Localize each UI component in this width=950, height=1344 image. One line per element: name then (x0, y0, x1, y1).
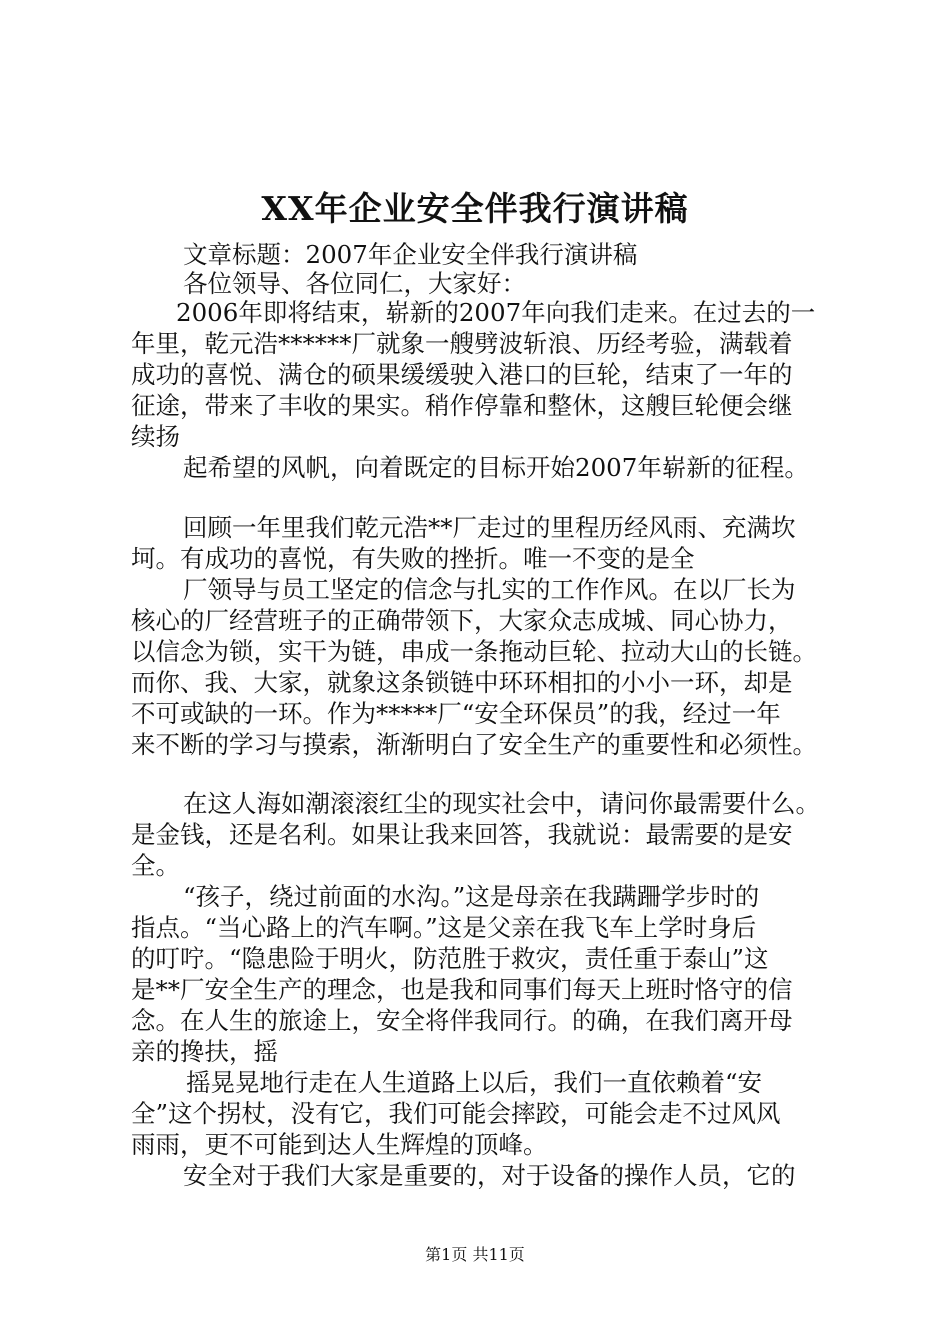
body-line: 续扬 (131, 422, 180, 451)
body-line: 在这人海如潮滚滚红尘的现实社会中，请问你最需要什么。 (183, 789, 820, 818)
body-line: 来不断的学习与摸索，渐渐明白了安全生产的重要性和必须性。 (131, 730, 817, 759)
body-line: 全”这个拐杖，没有它，我们可能会摔跤，可能会走不过风风 (131, 1099, 781, 1128)
body-line: 以信念为锁，实干为链，串成一条拖动巨轮、拉动大山的长链。 (131, 637, 817, 666)
body-line: 念。在人生的旅途上，安全将伴我同行。的确，在我们离开母 (131, 1006, 793, 1035)
body-line: 亲的搀扶，摇 (131, 1037, 278, 1066)
body-line: 摇晃晃地行走在人生道路上以后，我们一直依赖着“安 (186, 1068, 763, 1097)
body-line: 全。 (131, 851, 180, 880)
body-line: 是金钱，还是名利。如果让我来回答，我就说：最需要的是安 (131, 820, 793, 849)
document-title: XX年企业安全伴我行演讲稿 (261, 189, 689, 228)
body-line: 起希望的风帆，向着既定的目标开始2007年崭新的征程。 (183, 453, 809, 482)
body-line: 雨雨，更不可能到达人生辉煌的顶峰。 (131, 1130, 548, 1159)
body-line: 年里，乾元浩******厂就象一艘劈波斩浪、历经考验，满载着 (131, 329, 793, 358)
body-line: 成功的喜悦、满仓的硕果缓缓驶入港口的巨轮，结束了一年的 (131, 360, 793, 389)
body-line: 而你、我、大家，就象这条锁链中环环相扣的小小一环，却是 (131, 668, 793, 697)
body-line: 坷。有成功的喜悦，有失败的挫折。唯一不变的是全 (131, 544, 695, 573)
body-line: 是**厂安全生产的理念，也是我和同事们每天上班时恪守的信 (131, 975, 793, 1004)
body-line: 各位领导、各位同仁，大家好： (183, 269, 526, 298)
body-line: “孩子，绕过前面的水沟。”这是母亲在我蹒跚学步时的 (183, 882, 760, 911)
body-line: 的叮咛。“隐患险于明火，防范胜于救灾，责任重于泰山”这 (131, 944, 769, 973)
body-line: 厂领导与员工坚定的信念与扎实的工作作风。在以厂长为 (183, 575, 796, 604)
body-line: 回顾一年里我们乾元浩**厂走过的里程历经风雨、充满坎 (183, 513, 796, 542)
body-line: 文章标题：2007年企业安全伴我行演讲稿 (183, 240, 638, 269)
body-line: 2006年即将结束，崭新的2007年向我们走来。在过去的一 (176, 298, 816, 327)
body-line: 征途，带来了丰收的果实。稍作停靠和整休，这艘巨轮便会继 (131, 391, 793, 420)
body-line: 不可或缺的一环。作为*****厂“安全环保员”的我，经过一年 (131, 699, 781, 728)
body-line: 核心的厂经营班子的正确带领下，大家众志成城、同心协力， (131, 606, 793, 635)
body-line: 指点。“当心路上的汽车啊。”这是父亲在我飞车上学时身后 (131, 913, 757, 942)
page-footer: 第1页 共11页 (425, 1245, 525, 1264)
body-line: 安全对于我们大家是重要的，对于设备的操作人员，它的 (183, 1161, 796, 1190)
